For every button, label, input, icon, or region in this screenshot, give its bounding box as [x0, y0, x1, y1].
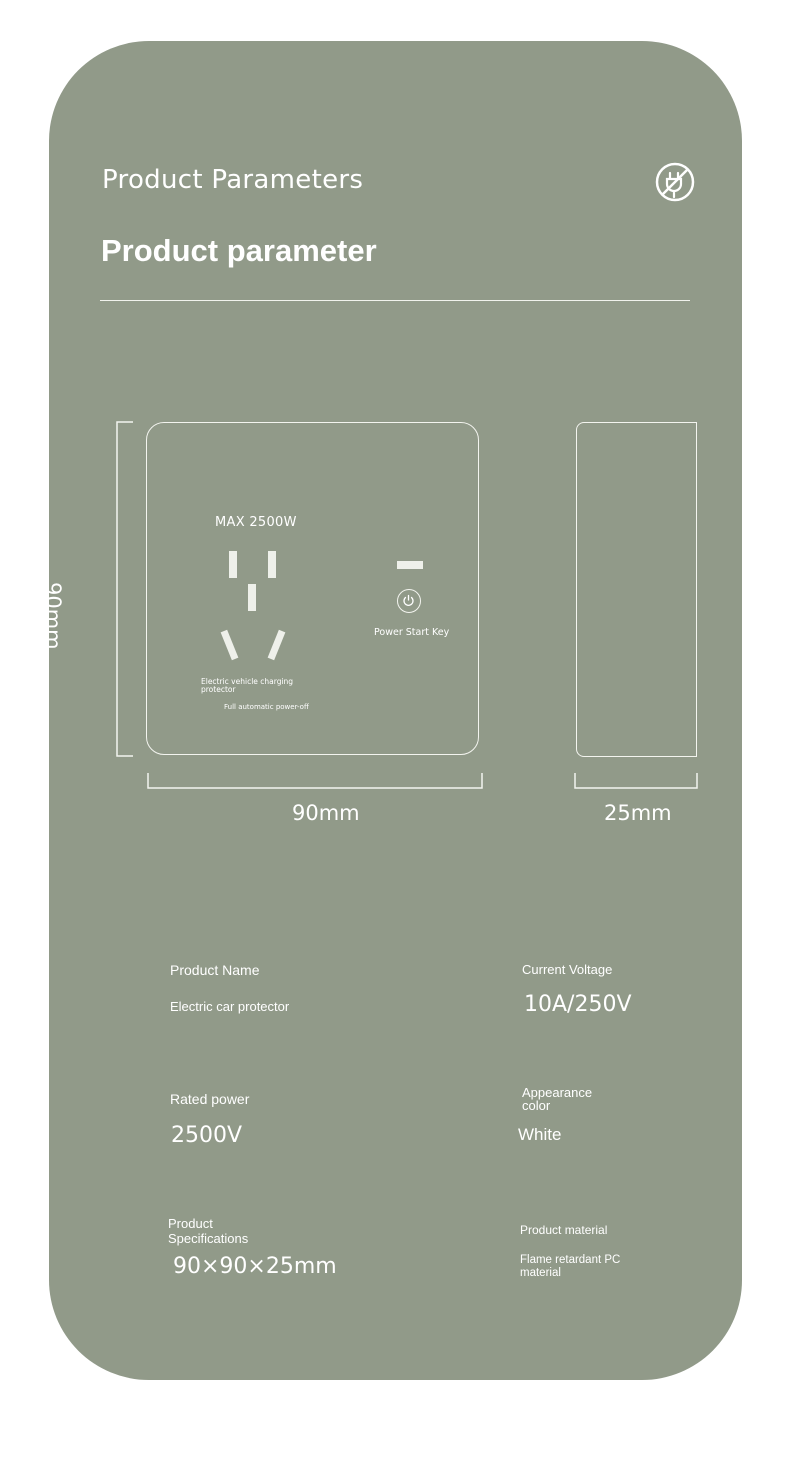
indicator-light [397, 561, 423, 569]
side-view-outline [576, 422, 697, 757]
rated-power-label: Rated power [170, 1091, 250, 1107]
product-material-label: Product material [520, 1223, 608, 1237]
product-material-value-line1: Flame retardant PC [520, 1254, 621, 1266]
width-dimension-bracket [147, 772, 484, 790]
no-plug-icon [654, 161, 696, 203]
front-view-outline [146, 422, 479, 755]
power-button-outline [397, 589, 421, 613]
power-start-key-label: Power Start Key [374, 627, 450, 638]
appearance-color-label [522, 1086, 592, 1112]
socket-slot-left [229, 551, 237, 578]
rated-power-value: 2500V [171, 1123, 243, 1148]
product-specifications-label-line1: Product [168, 1216, 213, 1231]
height-dimension-label: 90mm [41, 582, 65, 650]
product-specifications-label [168, 1216, 248, 1246]
power-icon [401, 593, 416, 608]
divider [100, 300, 690, 301]
current-voltage-value: 10A/250V [524, 992, 632, 1017]
depth-dimension-label: 25mm [604, 801, 672, 825]
appearance-color-label-line1: Appearance [522, 1085, 593, 1100]
product-name-label: Product Name [170, 962, 260, 978]
width-dimension-label: 90mm [292, 801, 360, 825]
max-power-label: MAX 2500W [215, 515, 297, 530]
auto-power-off-caption: Full automatic power-off [224, 703, 309, 711]
appearance-color-value: White [518, 1125, 562, 1144]
product-specifications-label-line2: Specifications [168, 1231, 249, 1246]
height-dimension-bracket [115, 421, 135, 757]
socket-slot-ground [248, 584, 256, 611]
product-specifications-value: 90×90×25mm [173, 1254, 337, 1279]
depth-dimension-bracket [574, 772, 699, 790]
page-title: Product Parameters [102, 165, 364, 195]
current-voltage-label: Current Voltage [522, 962, 613, 977]
product-material-value-line2: material [520, 1267, 561, 1279]
product-name-value: Electric car protector [170, 999, 290, 1014]
protector-caption: Electric vehicle charging protector [201, 677, 294, 694]
socket-slot-right [268, 551, 276, 578]
appearance-color-label-line2: color [522, 1098, 551, 1113]
product-parameter-card [41, 41, 742, 1380]
section-heading: Product parameter [101, 233, 377, 268]
product-material-value [520, 1254, 620, 1280]
